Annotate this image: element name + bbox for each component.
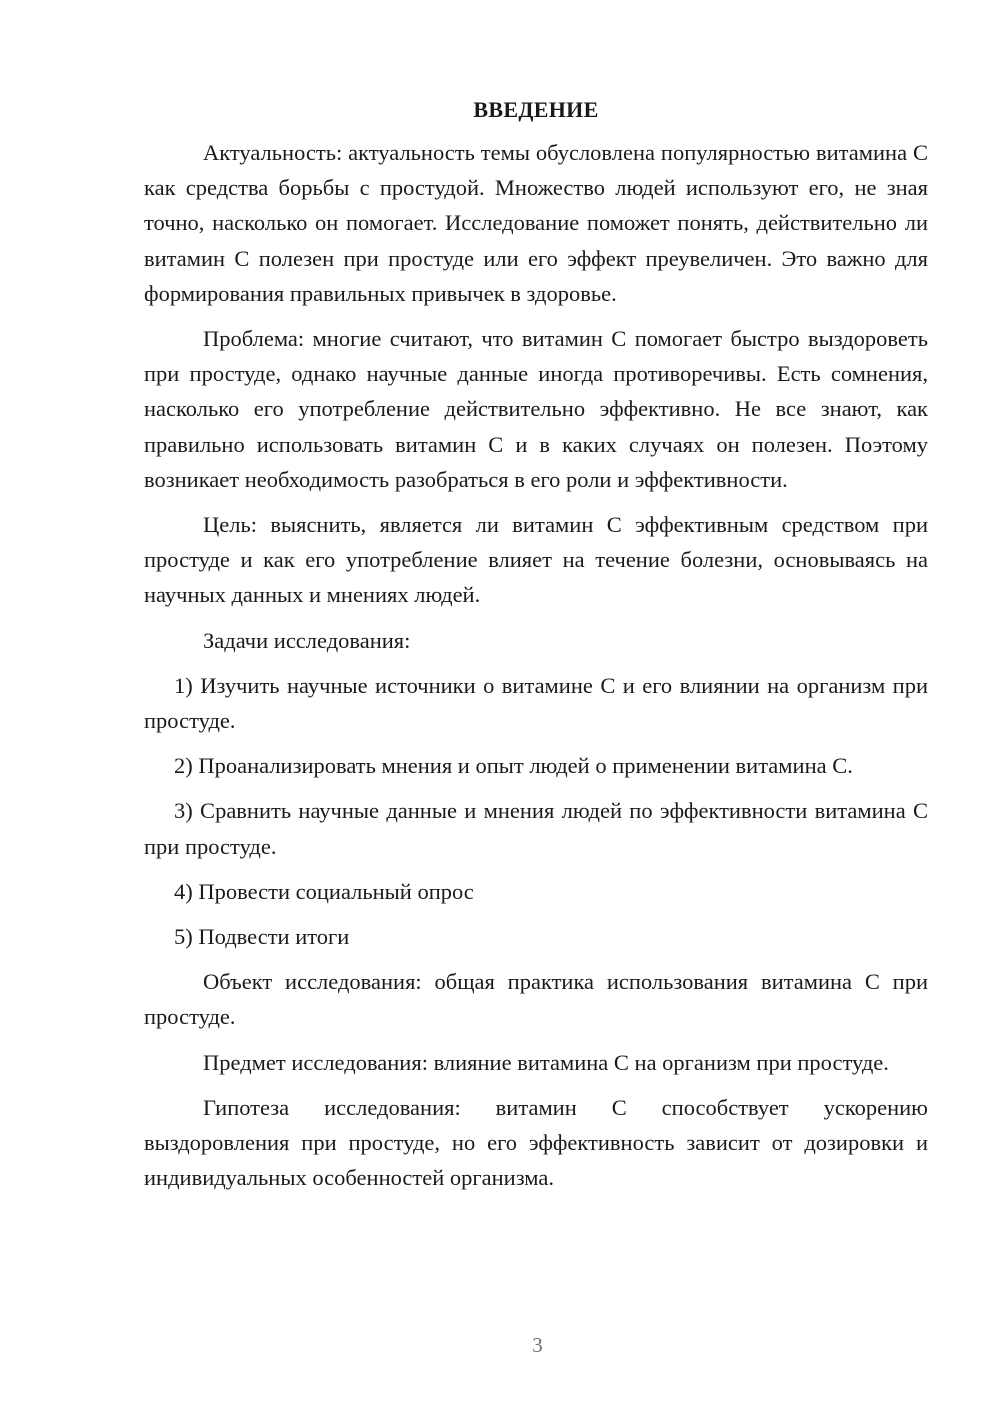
task-item-3: 3) Сравнить научные данные и мнения людей по эффективности витамина С при простуде. <box>144 798 928 859</box>
task-item-1: 1) Изучить научные источники о витамине С и его влиянии на организм при простуде. <box>144 672 928 734</box>
paragraph-goal: Цель: выяснить, является ли витамин С эффективным средством при простуде и как его употребление влияет на течение болезни, основываясь на научных данных и мнениях людей. <box>144 512 928 608</box>
page-number: 3 <box>532 1333 543 1357</box>
task-item-4: 4) Провести социальный опрос <box>174 878 474 904</box>
page-content <box>144 92 928 1205</box>
paragraph-tasks-heading: Задачи исследования: <box>203 627 411 653</box>
task-item-5: 5) Подвести итоги <box>174 924 350 950</box>
paragraph-relevance: Актуальность: актуальность темы обусловлена популярностью витамина С как средства борьбы с простудой. Множество людей используют его, не зная точно, насколько он помогает. Исследование поможет понять, действительно ли витамин С полезен при простуде или его эффект преувеличен. Это важно для формирования правильных привычек в здоровье. <box>144 140 928 306</box>
section-title: ВВЕДЕНИЕ <box>473 97 599 122</box>
paragraph-problem: Проблема: многие считают, что витамин С помогает быстро выздороветь при простуде, однако научные данные иногда противоречивы. Есть сомнения, насколько его употребление действительно эффективно. Не все знают, как правильно использовать витамин С и в каких случаях он полезен. Поэтому возникает необходимость разобраться в его роли и эффективности. <box>144 326 928 492</box>
paragraph-subject: Предмет исследования: влияние витамина С на организм при простуде. <box>203 1049 889 1075</box>
task-item-2: 2) Проанализировать мнения и опыт людей о применении витамина С. <box>174 753 853 779</box>
paragraph-hypothesis: Гипотеза исследования: витамин С способствует ускорению выздоровления при простуде, но его эффективность зависит от дозировки и индивидуальных особенностей организма. <box>144 1094 928 1191</box>
paragraph-object: Объект исследования: общая практика использования витамина С при простуде. <box>144 969 928 1030</box>
